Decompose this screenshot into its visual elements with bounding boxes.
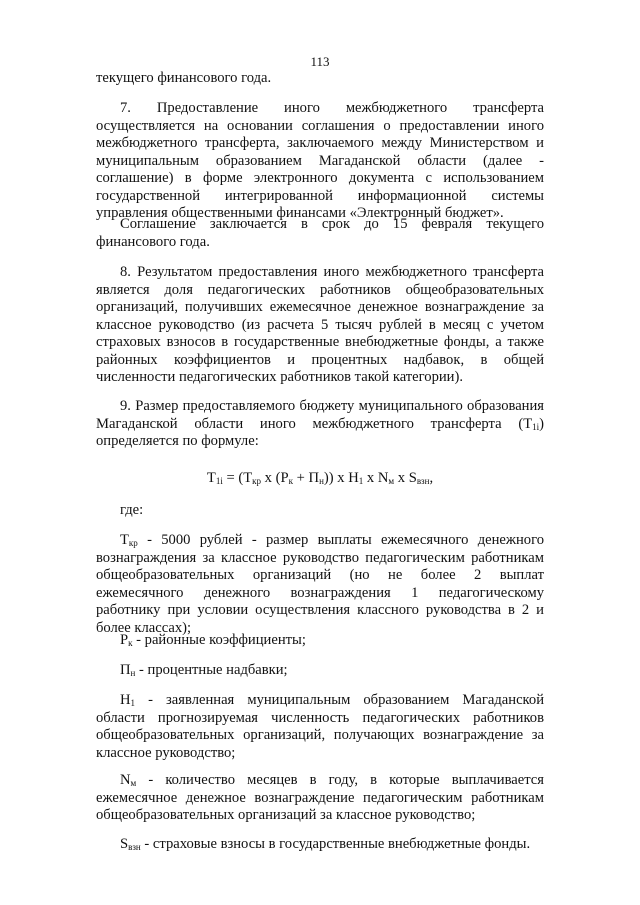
where-label: где: <box>120 502 144 518</box>
formula: $T_{1i} = (T_{кр}$ x $(P_к + П_н)$) x $H_1$ x $N_м$ x $S_{взн}$, <box>206 470 434 486</box>
paragraph-continuation: текущего финансового года. <box>96 70 272 86</box>
definition-tkr: $T_{кр} - 5000$ рублей - размер выплаты ежемесячного денежного вознаграждения за классное руководство педагогическим работникам общеобразовательных организаций (но не более 2 выплат ежемесячного денежного вознаграждения 1 педагогическому работнику при условии осуществления классного руководства в 2 и более классах); <box>96 532 544 636</box>
definition-svzn: $S_{взн}$ - страховые взносы в государственные внебюджетные фонды. <box>120 836 531 852</box>
paragraph-7-agreement-deadline: Соглашение заключается в срок до 15 февраля текущего финансового года. <box>96 216 544 250</box>
paragraph-7: 7. Предоставление иного межбюджетного трансферта осуществляется на основании соглашения о предоставлении иного межбюджетного трансферта, заключаемого между Министерством и муниципальным образованием Магаданской области (далее - соглашение) в форме электронного документа с использованием государственной интегрированной информационной системы управления общественными финансами «Электронный бюджет». <box>96 100 544 221</box>
paragraph-9: 9. Размер предоставляемого бюджету муниципального образования Магаданской области иного межбюджетного трансферта $(T_{1i})$ определяется по формуле: <box>96 398 544 449</box>
page-number: 113 <box>310 54 330 69</box>
paragraph-8: 8. Результатом предоставления иного межбюджетного трансферта является доля педагогических работников общеобразовательных организаций, получивших ежемесячное денежное вознаграждение за классное руководство (из расчета 5 тысяч рублей в месяц с учетом страховых взносов в государственные внебюджетные фонды, а также районных коэффициентов и процентных надбавок, в общей численности педагогических работников такой категории). <box>96 264 544 385</box>
definition-pn: $П_н$ - процентные надбавки; <box>120 662 288 678</box>
definition-h1: $H_1$ - заявленная муниципальным образованием Магаданской области прогнозируемая численность педагогических работников общеобразовательных организаций, получающих вознаграждение за классное руководство; <box>96 692 544 761</box>
definition-nm: $N_м$ - количество месяцев в году, в которые выплачивается ежемесячное денежное вознаграждение педагогическим работникам общеобразовательных организаций за классное руководство; <box>96 772 544 823</box>
definition-pk: $P_к$ - районные коэффициенты; <box>120 632 306 648</box>
